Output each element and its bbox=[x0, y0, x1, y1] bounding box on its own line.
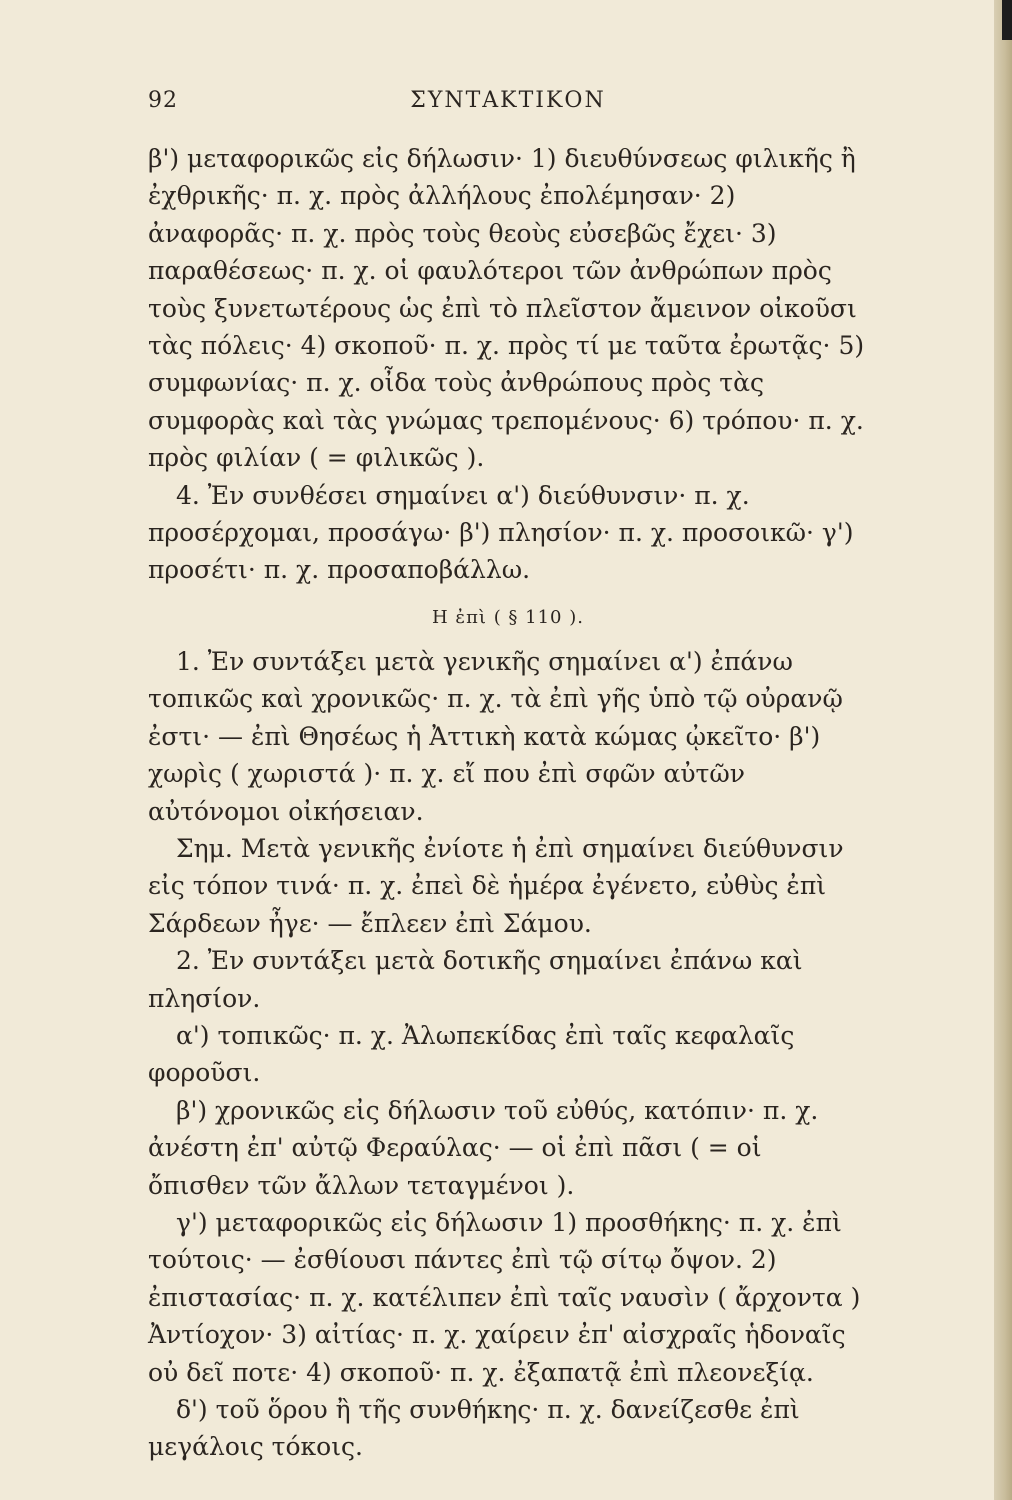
paragraph: α') τοπικῶς· π. χ. Ἀλωπεκίδας ἐπὶ ταῖς κεφαλαῖς φοροῦσι. bbox=[148, 1020, 795, 1088]
paragraph: 2. Ἐν συντάξει μετὰ δοτικῆς σημαίνει ἐπάνω καὶ πλησίον. bbox=[148, 946, 803, 1013]
paragraph: 1. Ἐν συντάξει μετὰ γενικῆς σημαίνει α') ἐπάνω τοπικῶς καὶ χρονικῶς· π. χ. τὰ ἐπὶ γῆς ὑπὸ τῷ οὐρανῷ ἐστι· — ἐπὶ Θησέως ἡ Ἀττικὴ κατὰ κώμας ᾠκεῖτο· β') χωρὶς ( χωριστά )· π. χ. εἴ που ἐπὶ σφῶν αὐτῶν αὐτόνομοι οἰκήσειαν. bbox=[148, 646, 843, 826]
paragraph-note: Σημ. Μετὰ γενικῆς ἐνίοτε ἡ ἐπὶ σημαίνει διεύθυνσιν εἰς τόπον τινά· π. χ. ἐπεὶ δὲ ἡμέρα ἐγένετο, εὐθὺς ἐπὶ Σάρδεων ἦγε· — ἔπλεεν ἐπὶ Σάμου. bbox=[148, 833, 844, 938]
section-heading: Η ἐπὶ ( § 110 ). bbox=[432, 606, 584, 628]
corner-mark bbox=[1002, 0, 1012, 40]
page-header bbox=[148, 88, 868, 128]
running-title: ΣΥΝΤΑΚΤΙΚΟΝ bbox=[410, 88, 606, 113]
paragraph: β') μεταφορικῶς εἰς δήλωσιν· 1) διευθύνσεως φιλικῆς ἢ ἐχθρικῆς· π. χ. πρὸς ἀλλήλους ἐπολέμησαν· 2) ἀναφορᾶς· π. χ. πρὸς τοὺς θεοὺς εὐσεβῶς ἔχει· 3) παραθέσεως· π. χ. οἱ φαυλότεροι τῶν ἀνθρώπων πρὸς τοὺς ξυνετωτέρους ὡς ἐπὶ τὸ πλεῖστον ἄμεινον οἰκοῦσι τὰς πόλεις· 4) σκοποῦ· π. χ. πρὸς τί με ταῦτα ἐρωτᾷς· 5) συμφωνίας· π. χ. οἶδα τοὺς ἀνθρώπους πρὸς τὰς συμφορὰς καὶ τὰς γνώμας τρεπομένους· 6) τρόπου· π. χ. πρὸς φιλίαν ( = φιλικῶς ). bbox=[148, 144, 865, 473]
paragraph: δ') τοῦ ὅρου ἢ τῆς συνθήκης· π. χ. δανείζεσθε ἐπὶ μεγάλοις τόκοις. bbox=[148, 1395, 800, 1462]
page-number: 92 bbox=[148, 88, 178, 113]
paragraph: 4. Ἐν συνθέσει σημαίνει α') διεύθυνσιν· π. χ. προσέρχομαι, προσάγω· β') πλησίον· π. χ. προσοικῶ· γ') προσέτι· π. χ. προσαποβάλλω. bbox=[148, 480, 854, 585]
paragraph: γ') μεταφορικῶς εἰς δήλωσιν 1) προσθήκης· π. χ. ἐπὶ τούτοις· — ἐσθίουσι πάντες ἐπὶ τῷ σίτῳ ὄψον. 2) ἐπιστασίας· π. χ. κατέλιπεν ἐπὶ ταῖς ναυσὶν ( ἄρχοντα ) Ἀντίοχον· 3) αἰτίας· π. χ. χαίρειν ἐπ' αἰσχραῖς ἡδοναῖς οὐ δεῖ ποτε· 4) σκοποῦ· π. χ. ἐξαπατᾷ ἐπὶ πλεονεξίᾳ. bbox=[148, 1207, 861, 1387]
paragraph: β') χρονικῶς εἰς δήλωσιν τοῦ εὐθύς, κατόπιν· π. χ. ἀνέστη ἐπ' αὐτῷ Φεραύλας· — οἱ ἐπὶ πᾶσι ( = οἱ ὄπισθεν τῶν ἄλλων τεταγμένοι ). bbox=[148, 1095, 819, 1200]
book-spine-edge bbox=[994, 0, 1012, 1500]
page-body bbox=[148, 140, 868, 1466]
